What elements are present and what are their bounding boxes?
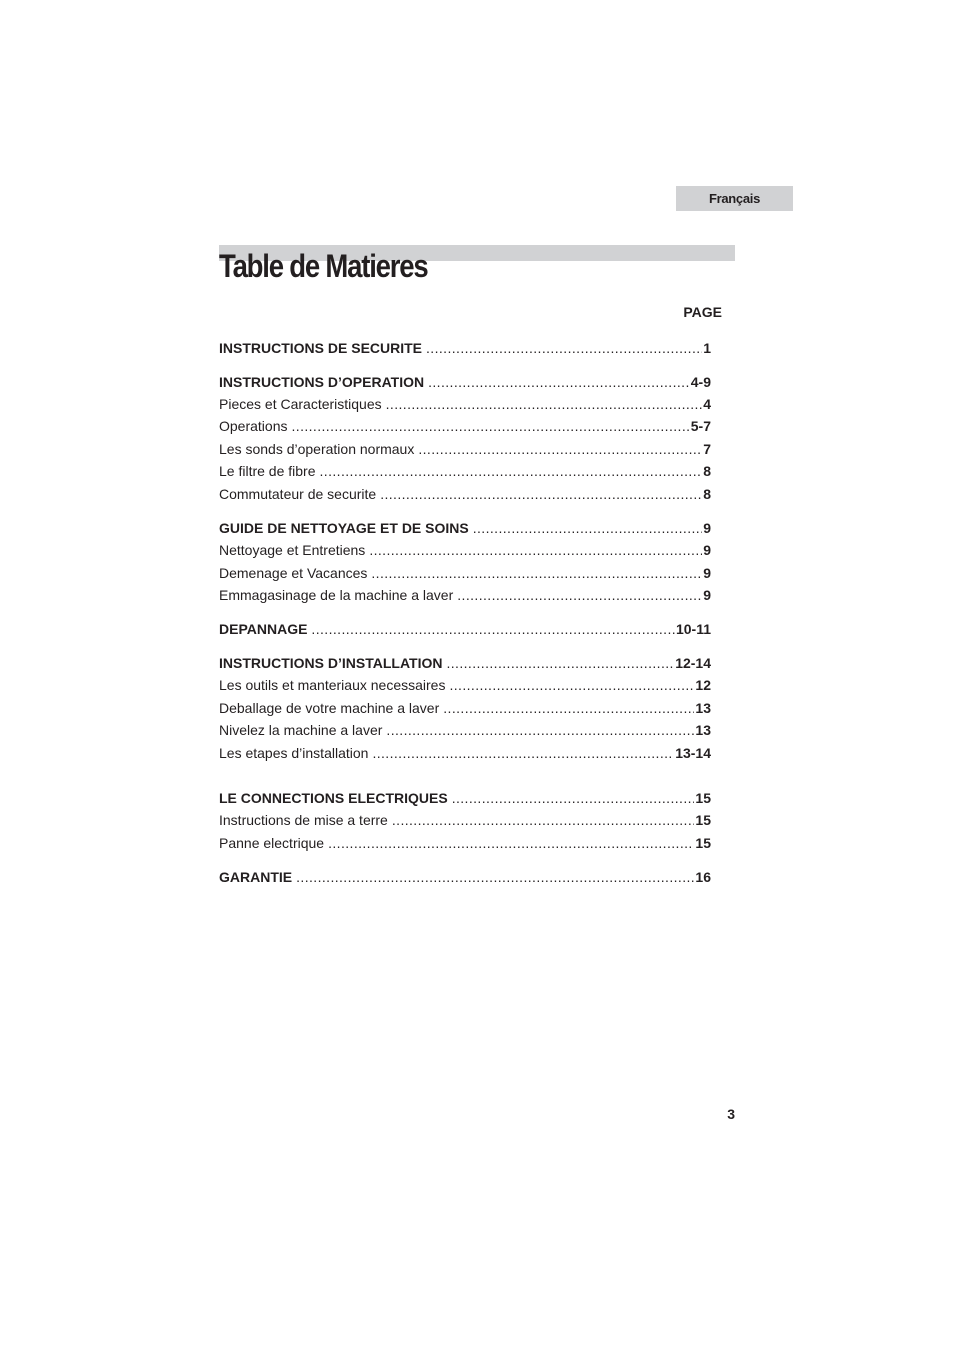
toc-page: 8 — [703, 486, 711, 502]
toc-label: Demenage et Vacances — [219, 565, 368, 581]
toc-entry — [219, 619, 711, 639]
page-number: 3 — [727, 1106, 735, 1122]
language-tab — [676, 186, 793, 211]
toc-page: 1 — [703, 340, 711, 356]
dot-leader — [392, 810, 695, 830]
toc-page: 13-14 — [675, 745, 711, 761]
dot-leader — [428, 372, 690, 392]
dot-leader — [386, 720, 694, 740]
dot-leader — [443, 698, 694, 718]
page-column-header: PAGE — [683, 304, 722, 320]
toc-label: Panne electrique — [219, 835, 325, 851]
dot-leader — [371, 563, 702, 583]
toc-label: LE CONNECTIONS ELECTRIQUES — [219, 790, 448, 806]
dot-leader — [369, 540, 702, 560]
dot-leader — [457, 585, 702, 605]
toc-entry — [219, 518, 711, 538]
dot-leader — [426, 338, 702, 358]
toc-label: Deballage de votre machine a laver — [219, 700, 440, 716]
toc-entry — [219, 394, 711, 414]
toc-entry — [219, 675, 711, 695]
dot-leader — [452, 788, 695, 808]
toc-page: 10-11 — [675, 621, 711, 637]
toc-label: Commutateur de securite — [219, 486, 377, 502]
toc-page: 9 — [703, 565, 711, 581]
toc-entry — [219, 338, 711, 358]
toc-label: Instructions de mise a terre — [219, 812, 388, 828]
toc-entry — [219, 743, 711, 763]
toc-label: Les sonds d’operation normaux — [219, 441, 415, 457]
toc-page: 12-14 — [675, 655, 711, 671]
toc-entry — [219, 585, 711, 605]
toc-page: 13 — [695, 722, 711, 738]
toc-label: Le filtre de fibre — [219, 463, 316, 479]
toc-entry — [219, 461, 711, 481]
dot-leader — [328, 833, 694, 853]
dot-leader — [291, 416, 689, 436]
dot-leader — [320, 461, 703, 481]
toc-label: Les etapes d’installation — [219, 745, 369, 761]
dot-leader — [446, 653, 674, 673]
toc-entry — [219, 788, 711, 808]
toc-entry — [219, 563, 711, 583]
dot-leader — [296, 867, 694, 887]
dot-leader — [386, 394, 703, 414]
toc-entry — [219, 540, 711, 560]
dot-leader — [311, 619, 675, 639]
toc-entry — [219, 439, 711, 459]
toc-entry — [219, 698, 711, 718]
toc-page: 12 — [695, 677, 711, 693]
toc-label: INSTRUCTIONS D’INSTALLATION — [219, 655, 443, 671]
toc-page: 5-7 — [690, 418, 711, 434]
toc-entry — [219, 484, 711, 504]
dot-leader — [418, 439, 702, 459]
language-label: Français — [708, 191, 761, 206]
toc-label: GUIDE DE NETTOYAGE ET DE SOINS — [219, 520, 469, 536]
toc-label: Emmagasinage de la machine a laver — [219, 587, 454, 603]
toc-page: 16 — [695, 869, 711, 885]
toc-label: Operations — [219, 418, 288, 434]
toc-page: 15 — [695, 835, 711, 851]
toc-entry — [219, 833, 711, 853]
dot-leader — [372, 743, 674, 763]
toc-label: INSTRUCTIONS DE SECURITE — [219, 340, 423, 356]
dot-leader — [380, 484, 702, 504]
toc-label: Nivelez la machine a laver — [219, 722, 383, 738]
toc-entry — [219, 372, 711, 392]
toc-entry — [219, 810, 711, 830]
toc-label: GARANTIE — [219, 869, 293, 885]
dot-leader — [449, 675, 694, 695]
toc-page: 4-9 — [690, 374, 711, 390]
toc-page: 8 — [703, 463, 711, 479]
toc-page: 13 — [695, 700, 711, 716]
toc-entry — [219, 720, 711, 740]
toc-page: 15 — [695, 790, 711, 806]
dot-leader — [473, 518, 702, 538]
toc-page: 9 — [703, 520, 711, 536]
toc-page: 7 — [703, 441, 711, 457]
toc-label: Pieces et Caracteristiques — [219, 396, 382, 412]
toc-label: INSTRUCTIONS D’OPERATION — [219, 374, 425, 390]
toc-page: 4 — [703, 396, 711, 412]
toc-label: DEPANNAGE — [219, 621, 308, 637]
toc-page: 9 — [703, 542, 711, 558]
toc-label: Les outils et manteriaux necessaires — [219, 677, 446, 693]
toc-entry — [219, 653, 711, 673]
toc-entry — [219, 867, 711, 887]
page-title: Table de Matieres — [219, 248, 428, 284]
toc-entry — [219, 416, 711, 436]
toc-label: Nettoyage et Entretiens — [219, 542, 366, 558]
toc-page: 15 — [695, 812, 711, 828]
toc-page: 9 — [703, 587, 711, 603]
